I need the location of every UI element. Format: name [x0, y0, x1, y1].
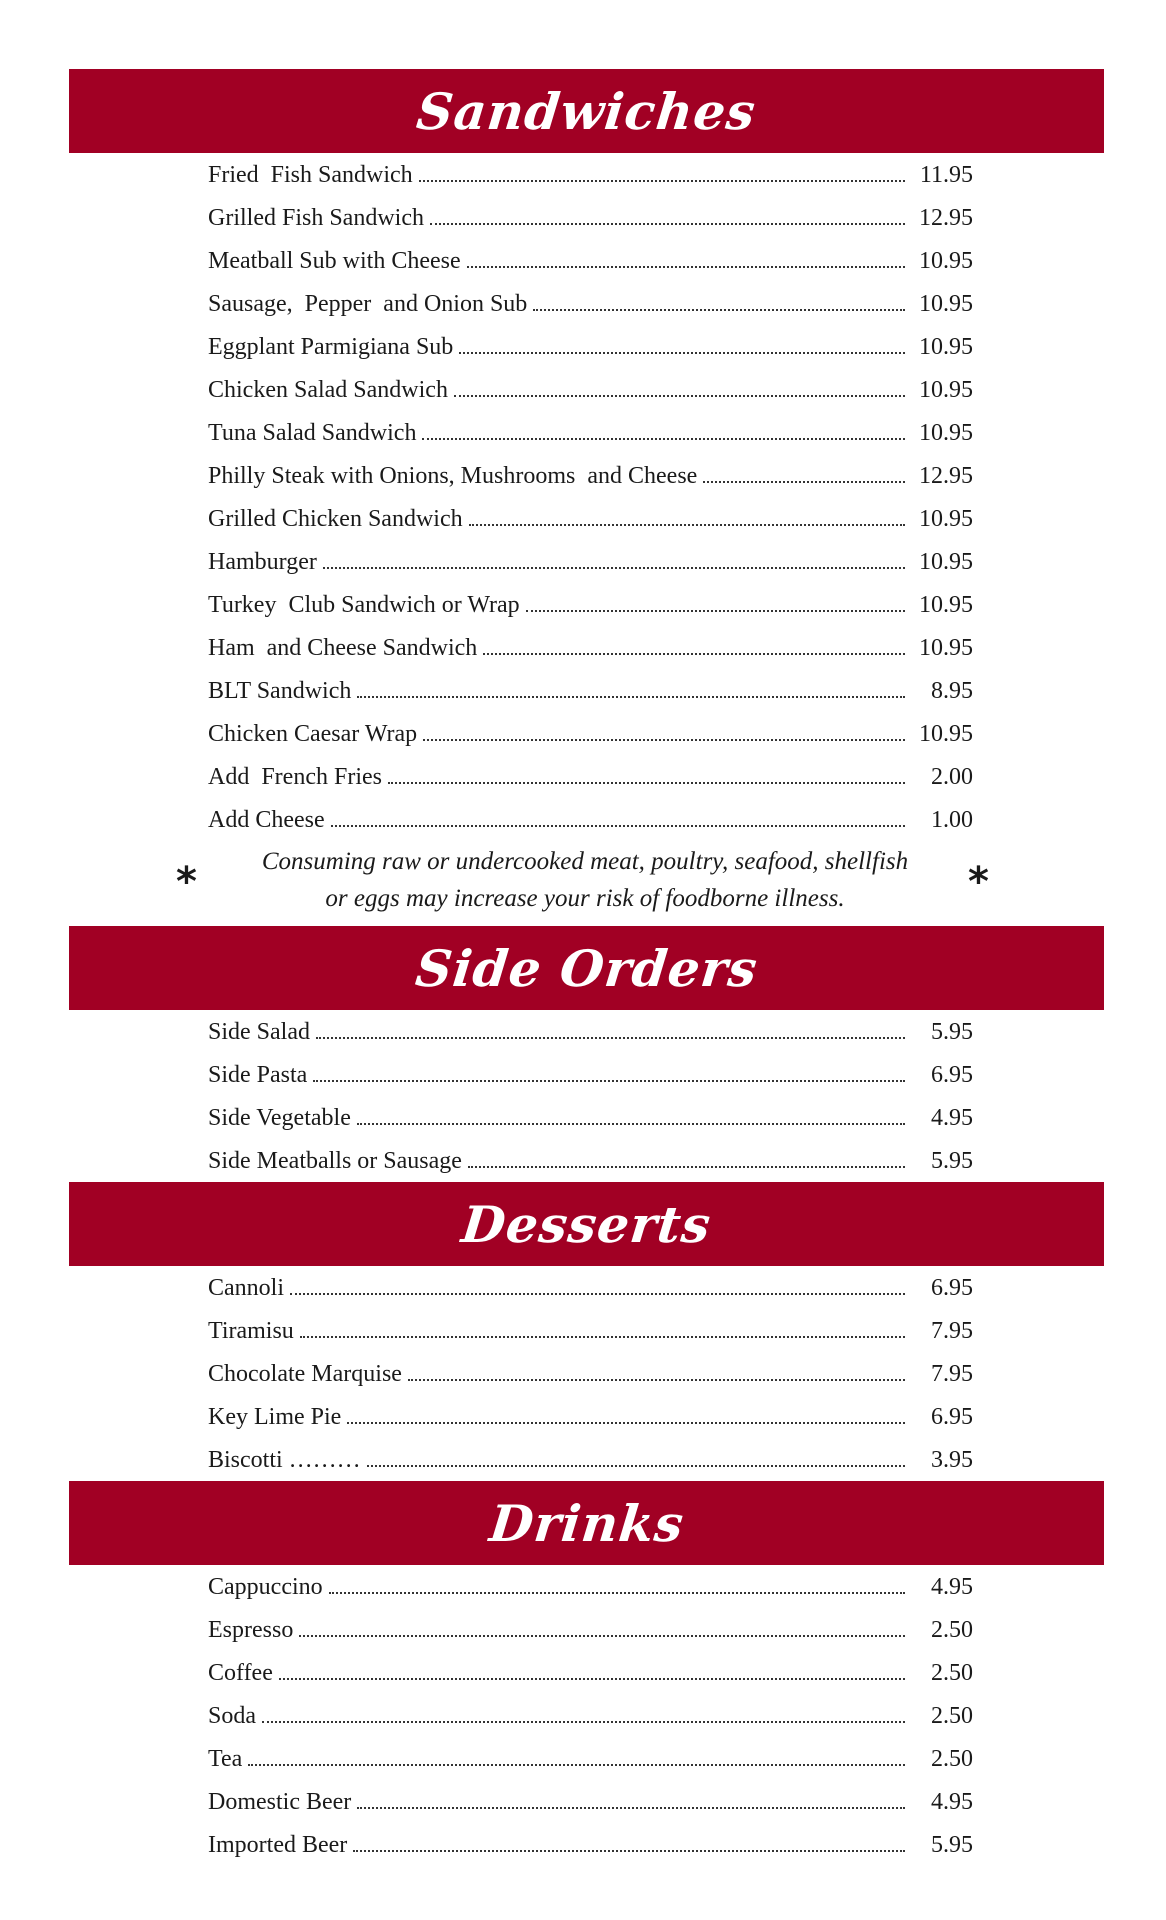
menu-item-name: Tea [208, 1746, 243, 1772]
menu-item-name: Cappuccino [208, 1574, 323, 1600]
drinks-header [69, 1481, 1104, 1565]
side-orders-title: Side Orders [412, 938, 761, 998]
dot-leader [248, 1764, 905, 1766]
dot-leader [533, 309, 905, 311]
menu-item [208, 1824, 973, 1867]
menu-item-name: Tiramisu [208, 1318, 294, 1344]
desserts-title: Desserts [458, 1194, 715, 1254]
menu-item-name: Chicken Salad Sandwich [208, 377, 448, 403]
menu-item-name: Grilled Chicken Sandwich [208, 506, 463, 532]
menu-item-price: 10.95 [919, 635, 973, 661]
menu-item-name: Grilled Fish Sandwich [208, 205, 424, 231]
dot-leader [300, 1336, 905, 1338]
dot-leader [357, 696, 905, 698]
menu-item-price: 7.95 [931, 1361, 973, 1387]
menu-item [208, 240, 973, 283]
menu-item-price: 2.00 [931, 764, 973, 790]
menu-item-name: Chicken Caesar Wrap [208, 721, 418, 747]
menu-item-name: Add French Fries [208, 764, 382, 790]
dot-leader [422, 438, 905, 440]
menu-item-name: Ham and Cheese Sandwich [208, 635, 478, 661]
menu-item-price: 3.95 [931, 1447, 973, 1473]
menu-item [208, 326, 973, 369]
side-orders-list [208, 1011, 973, 1183]
menu-item [208, 1097, 973, 1140]
dot-leader [703, 481, 905, 483]
menu-item [208, 1054, 973, 1097]
dot-leader [279, 1678, 905, 1680]
menu-item-name: Biscotti ……… [208, 1447, 361, 1473]
menu-item-price: 12.95 [919, 463, 973, 489]
menu-item [208, 412, 973, 455]
desserts-header [69, 1182, 1104, 1266]
dot-leader [323, 567, 905, 569]
menu-item [208, 1439, 973, 1482]
menu-item [208, 1738, 973, 1781]
menu-item [208, 1310, 973, 1353]
menu-item-price: 11.95 [919, 162, 973, 188]
menu-item [208, 756, 973, 799]
menu-item-name: Philly Steak with Onions, Mushrooms and Cheese [208, 463, 698, 489]
menu-item-name: Add Cheese [208, 807, 325, 833]
menu-item-price: 2.50 [931, 1746, 973, 1772]
menu-item-price: 5.95 [931, 1148, 973, 1174]
menu-item-price: 4.95 [931, 1789, 973, 1815]
menu-item-name: BLT Sandwich [208, 678, 352, 704]
dot-leader [316, 1037, 905, 1039]
dot-leader [408, 1379, 905, 1381]
menu-item-price: 5.95 [931, 1019, 973, 1045]
menu-item-price: 6.95 [931, 1404, 973, 1430]
menu-item-price: 2.50 [931, 1660, 973, 1686]
dot-leader [299, 1635, 905, 1637]
menu-item-name: Key Lime Pie [208, 1404, 342, 1430]
dot-leader [454, 395, 905, 397]
menu-item [208, 1140, 973, 1183]
menu-item-name: Hamburger [208, 549, 317, 575]
menu-item [208, 1609, 973, 1652]
menu-item-name: Chocolate Marquise [208, 1361, 402, 1387]
menu-item-name: Meatball Sub with Cheese [208, 248, 461, 274]
dot-leader [329, 1592, 905, 1594]
menu-item [208, 627, 973, 670]
menu-item-price: 2.50 [931, 1703, 973, 1729]
menu-item-name: Soda [208, 1703, 256, 1729]
menu-item [208, 283, 973, 326]
menu-item [208, 197, 973, 240]
dot-leader [347, 1422, 905, 1424]
drinks-list [208, 1566, 973, 1867]
menu-item-price: 1.00 [931, 807, 973, 833]
menu-item-price: 10.95 [919, 592, 973, 618]
notice-line-2: or eggs may increase your risk of foodborne illness. [325, 885, 845, 912]
drinks-title: Drinks [486, 1493, 687, 1553]
dot-leader [526, 610, 905, 612]
menu-item [208, 1396, 973, 1439]
desserts-list [208, 1267, 973, 1482]
dot-leader [367, 1465, 905, 1467]
side-orders-header [69, 926, 1104, 1010]
menu-item [208, 584, 973, 627]
dot-leader [467, 266, 905, 268]
dot-leader [419, 180, 905, 182]
menu-item [208, 670, 973, 713]
menu-item-name: Imported Beer [208, 1832, 348, 1858]
menu-item [208, 1566, 973, 1609]
menu-item [208, 369, 973, 412]
menu-item-price: 10.95 [919, 248, 973, 274]
menu-item-price: 4.95 [931, 1574, 973, 1600]
dot-leader [290, 1293, 905, 1295]
dot-leader [423, 739, 905, 741]
dot-leader [357, 1123, 905, 1125]
menu-item-name: Turkey Club Sandwich or Wrap [208, 592, 520, 618]
menu-item-price: 10.95 [919, 549, 973, 575]
dot-leader [357, 1807, 905, 1809]
menu-item-price: 10.95 [919, 291, 973, 317]
menu-item-name: Fried Fish Sandwich [208, 162, 413, 188]
notice-line-1: Consuming raw or undercooked meat, poultry, seafood, shellfish [261, 848, 909, 875]
dot-leader [331, 825, 905, 827]
menu-item-name: Domestic Beer [208, 1789, 352, 1815]
dot-leader [469, 524, 905, 526]
menu-item [208, 1695, 973, 1738]
sandwiches-header [69, 69, 1104, 153]
menu-item [208, 799, 973, 842]
notice-asterisk-right: * [968, 859, 989, 905]
menu-item-price: 10.95 [919, 334, 973, 360]
menu-item-price: 2.50 [931, 1617, 973, 1643]
menu-item [208, 455, 973, 498]
menu-item [208, 713, 973, 756]
menu-item [208, 1353, 973, 1396]
menu-item [208, 1652, 973, 1695]
sandwiches-title: Sandwiches [414, 81, 759, 141]
menu-item-name: Espresso [208, 1617, 294, 1643]
menu-item-price: 7.95 [931, 1318, 973, 1344]
menu-item [208, 498, 973, 541]
menu-item [208, 1011, 973, 1054]
menu-item-price: 10.95 [919, 721, 973, 747]
menu-item [208, 541, 973, 584]
dot-leader [262, 1721, 905, 1723]
menu-item [208, 154, 973, 197]
menu-item-name: Cannoli [208, 1275, 284, 1301]
dot-leader [313, 1080, 905, 1082]
menu-item-price: 6.95 [931, 1062, 973, 1088]
menu-item-price: 8.95 [931, 678, 973, 704]
dot-leader [468, 1166, 905, 1168]
menu-item-name: Coffee [208, 1660, 273, 1686]
menu-item-name: Side Meatballs or Sausage [208, 1148, 462, 1174]
menu-item-price: 10.95 [919, 506, 973, 532]
menu-item-price: 6.95 [931, 1275, 973, 1301]
sandwiches-list [208, 154, 973, 842]
menu-item-name: Side Salad [208, 1019, 310, 1045]
menu-item [208, 1267, 973, 1310]
menu-item-price: 5.95 [931, 1832, 973, 1858]
menu-item-name: Sausage, Pepper and Onion Sub [208, 291, 528, 317]
menu-item-name: Eggplant Parmigiana Sub [208, 334, 454, 360]
menu-item-price: 4.95 [931, 1105, 973, 1131]
dot-leader [459, 352, 905, 354]
menu-item-price: 12.95 [919, 205, 973, 231]
dot-leader [353, 1850, 905, 1852]
dot-leader [430, 223, 905, 225]
menu-item-price: 10.95 [919, 420, 973, 446]
dot-leader [483, 653, 905, 655]
food-safety-notice [230, 843, 940, 917]
menu-item-price: 10.95 [919, 377, 973, 403]
dot-leader [388, 782, 905, 784]
menu-item [208, 1781, 973, 1824]
notice-asterisk-left: * [176, 859, 197, 905]
menu-item-name: Side Pasta [208, 1062, 308, 1088]
menu-item-name: Tuna Salad Sandwich [208, 420, 417, 446]
menu-item-name: Side Vegetable [208, 1105, 351, 1131]
